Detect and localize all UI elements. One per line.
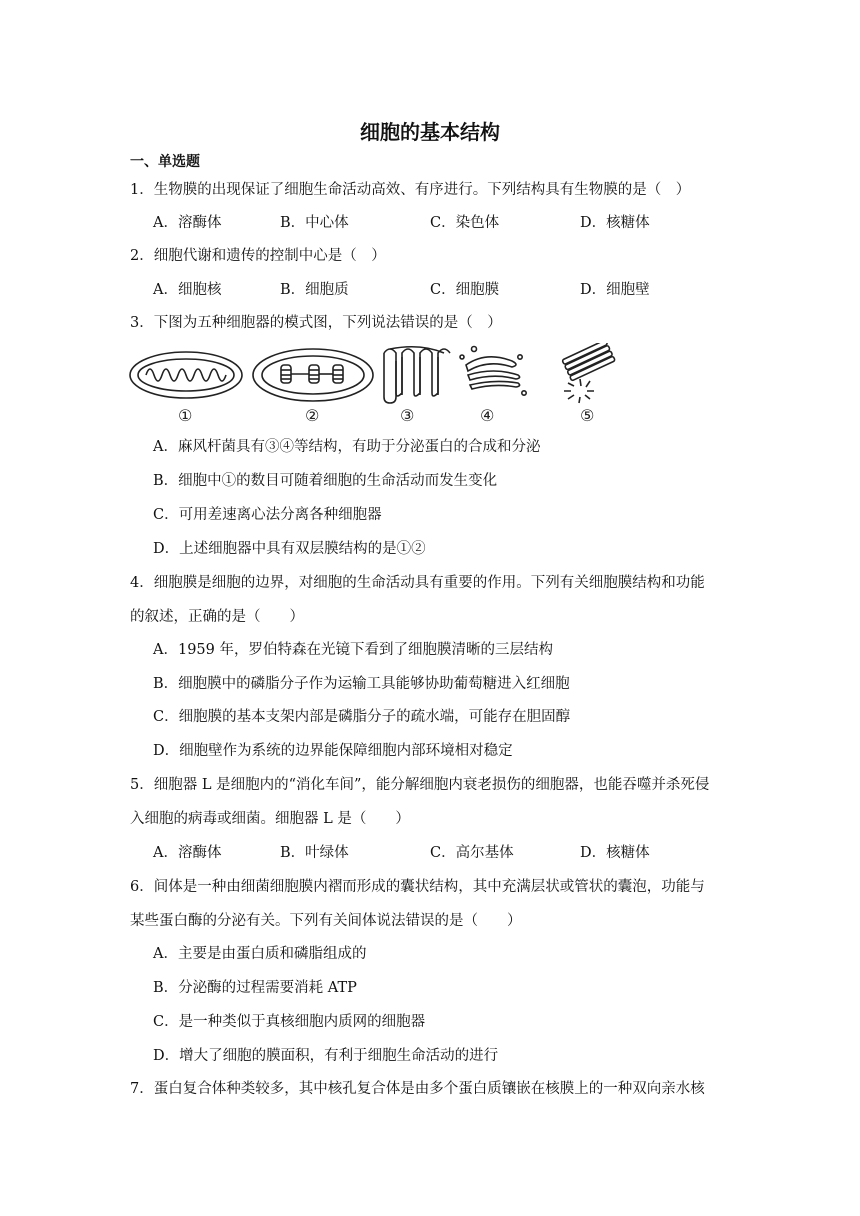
golgi-apparatus-diagram — [460, 347, 526, 396]
question-1-option-b: B．中心体 — [280, 215, 349, 231]
question-3-option-c: C．可用差速离心法分离各种细胞器 — [153, 507, 382, 523]
question-5-stem-line-2: 入细胞的病毒或细菌。细胞器 L 是（ ） — [130, 811, 410, 827]
question-2-stem: 2．细胞代谢和遗传的控制中心是（ ） — [130, 248, 386, 264]
question-2-option-b: B．细胞质 — [280, 282, 349, 298]
question-6-option-b: B．分泌酶的过程需要消耗 ATP — [153, 980, 357, 996]
centrosome-diagram — [562, 343, 615, 403]
question-4-option-a: A．1959 年，罗伯特森在光镜下看到了细胞膜清晰的三层结构 — [153, 642, 553, 658]
question-5-option-c: C．高尔基体 — [430, 845, 514, 861]
question-6-option-d: D．增大了细胞的膜面积，有利于细胞生命活动的进行 — [153, 1048, 499, 1064]
question-3-stem: 3．下图为五种细胞器的模式图，下列说法错误的是（ ） — [130, 315, 502, 331]
organelle-figure — [128, 343, 628, 427]
section-heading: 一、单选题 — [130, 154, 200, 170]
question-6-option-c: C．是一种类似于真核细胞内质网的细胞器 — [153, 1014, 426, 1030]
question-4-option-b: B．细胞膜中的磷脂分子作为运输工具能够协助葡萄糖进入红细胞 — [153, 676, 570, 692]
question-3-option-a: A．麻风杆菌具有③④等结构，有助于分泌蛋白的合成和分泌 — [153, 439, 541, 455]
question-1-option-a: A．溶酶体 — [153, 215, 222, 231]
question-1-stem: 1．生物膜的出现保证了细胞生命活动高效、有序进行。下列结构具有生物膜的是（ ） — [130, 182, 691, 198]
question-5-option-a: A．溶酶体 — [153, 845, 222, 861]
figure-label-1: ① — [178, 406, 193, 425]
question-6-option-a: A．主要是由蛋白质和磷脂组成的 — [153, 946, 367, 962]
figure-label-3: ③ — [400, 406, 415, 425]
question-4-stem-line-2: 的叙述，正确的是（ ） — [130, 609, 304, 625]
question-5-stem-line-1: 5．细胞器 L 是细胞内的“消化车间”，能分解细胞内衰老损伤的细胞器，也能吞噬并杀死侵 — [130, 777, 710, 793]
question-1-option-c: C．染色体 — [430, 215, 500, 231]
question-2-option-c: C．细胞膜 — [430, 282, 500, 298]
question-3-option-b: B．细胞中①的数目可随着细胞的生命活动而发生变化 — [153, 473, 498, 489]
question-1-option-d: D．核糖体 — [580, 215, 650, 231]
question-5-option-b: B．叶绿体 — [280, 845, 349, 861]
question-4-option-d: D．细胞壁作为系统的边界能保障细胞内部环境相对稳定 — [153, 743, 513, 759]
mitochondrion-diagram — [130, 352, 242, 398]
chloroplast-diagram — [253, 349, 373, 401]
question-4-option-c: C．细胞膜的基本支架内部是磷脂分子的疏水端，可能存在胆固醇 — [153, 709, 571, 725]
figure-label-5: ⑤ — [580, 406, 595, 425]
question-2-option-a: A．细胞核 — [153, 282, 222, 298]
endoplasmic-reticulum-diagram — [384, 347, 450, 403]
question-7-stem-line-1: 7．蛋白复合体种类较多，其中核孔复合体是由多个蛋白质镶嵌在核膜上的一种双向亲水核 — [130, 1081, 705, 1097]
figure-label-2: ② — [305, 406, 320, 425]
question-6-stem-line-2: 某些蛋白酶的分泌有关。下列有关间体说法错误的是（ ） — [130, 913, 522, 929]
question-2-option-d: D．细胞壁 — [580, 282, 650, 298]
figure-label-4: ④ — [480, 406, 495, 425]
question-4-stem-line-1: 4．细胞膜是细胞的边界，对细胞的生命活动具有重要的作用。下列有关细胞膜结构和功能 — [130, 575, 705, 591]
question-5-option-d: D．核糖体 — [580, 845, 650, 861]
page-title: 细胞的基本结构 — [360, 120, 500, 144]
question-6-stem-line-1: 6．间体是一种由细菌细胞膜内褶而形成的囊状结构，其中充满层状或管状的囊泡，功能与 — [130, 879, 705, 895]
question-3-option-d: D．上述细胞器中具有双层膜结构的是①② — [153, 541, 426, 557]
